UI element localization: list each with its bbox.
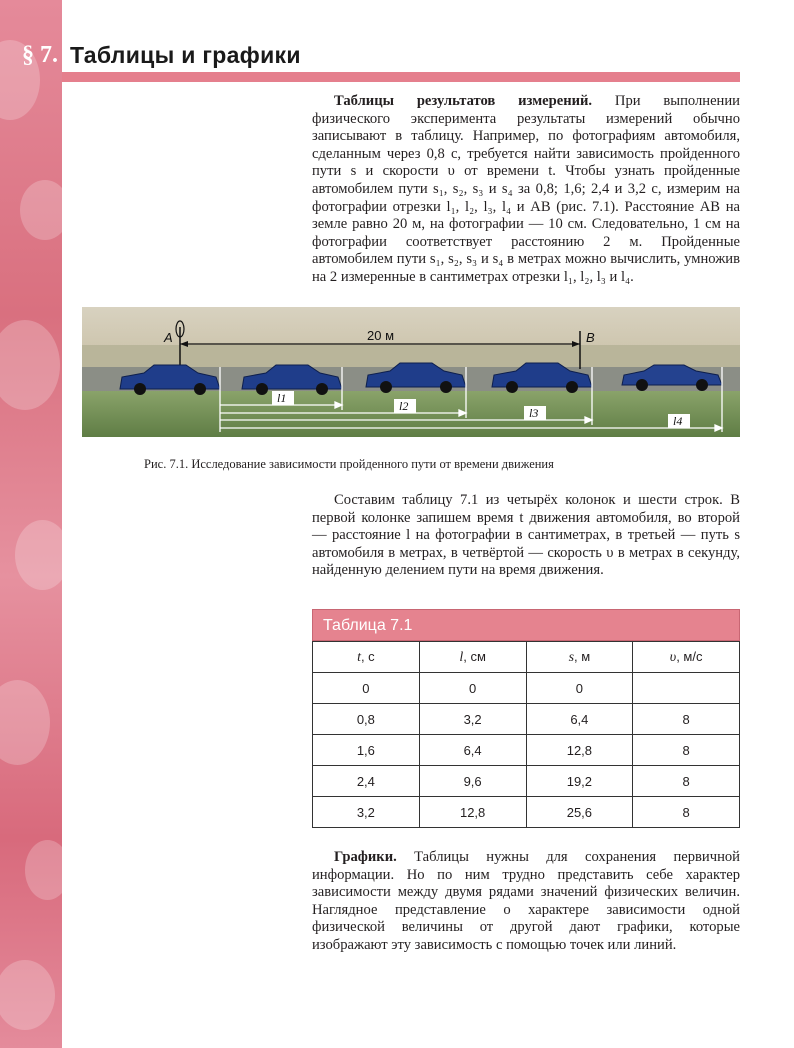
- paragraph-graphs: [312, 849, 740, 955]
- table-7-1: [312, 609, 740, 828]
- table-cell: 0: [313, 673, 420, 704]
- paragraph3-lead: Графики.: [334, 849, 397, 865]
- table-cell: 0,8: [313, 704, 420, 735]
- table-cell: 0: [419, 673, 526, 704]
- distance-label: 20 м: [367, 328, 395, 343]
- decorative-side-strip: [0, 0, 62, 1048]
- table-cell: 3,2: [313, 797, 420, 828]
- table-cell: 6,4: [526, 704, 633, 735]
- table-cell: 12,8: [526, 735, 633, 766]
- label-b: B: [586, 330, 595, 345]
- section-number: § 7.: [22, 42, 58, 68]
- table-row: [313, 797, 740, 828]
- table-cell: 8: [633, 735, 740, 766]
- table-header-row: [313, 642, 740, 673]
- table-cell: 12,8: [419, 797, 526, 828]
- figure-car-photo: [82, 307, 740, 437]
- table-row: [313, 673, 740, 704]
- results-table: [312, 641, 740, 828]
- paragraph3-text: Таблицы нужны для сохранения первичной информации. Но по ним трудно представить себе характер зависимости между двумя рядами значений физических величин. Наглядное представление о характере зависимости одной физической величины от другой дают графики, которые изображают эту зависимость с помощью точек или линий.: [312, 849, 740, 953]
- table-cell: 3,2: [419, 704, 526, 735]
- figure-caption: Рис. 7.1. Исследование зависимости пройденного пути от времени движения: [144, 457, 554, 471]
- table-cell: 1,6: [313, 735, 420, 766]
- header-underline-bar: [62, 72, 740, 82]
- table-title: Таблица 7.1: [312, 609, 740, 641]
- table-cell: 25,6: [526, 797, 633, 828]
- table-cell: [633, 673, 740, 704]
- segment-label-4: l4: [673, 414, 683, 428]
- table-cell: 2,4: [313, 766, 420, 797]
- column-header-length: l, см: [419, 642, 526, 673]
- paragraph-compose-table: [312, 492, 740, 580]
- table-cell: 8: [633, 766, 740, 797]
- table-cell: 0: [526, 673, 633, 704]
- table-cell: 19,2: [526, 766, 633, 797]
- segment-label-1: l1: [277, 391, 287, 405]
- table-row: [313, 735, 740, 766]
- paragraph1-text: При выполнении физического эксперимента результаты измерений обычно записывают в таблицу. Например, по фотографиям автомобиля, сделанным через 0,8 с, требуется найти зависимость пройденного пути s и скорости υ от времени t. Чтобы узнать пройденные автомобилем пути s₁, s₂, s₃ и s₄ за 0,8; 1,6; 2,4 и 3,2 с, измерим на фотографии отрезки l₁, l₂, l₃, l₄ и AB (рис. 7.1). Расстояние AB на земле равно 20 м, на фотографии — 10 см. Следовательно, 1 см на фотографии соответствует расстоянию 2 м. Пройденные автомобилем пути s₁, s₂, s₃ и s₄ в метрах можно вычислить, умножив на 2 измеренные в сантиметрах отрезки l₁, l₂, l₃ и l₄.: [312, 93, 740, 285]
- column-header-time: t, с: [313, 642, 420, 673]
- table-row: [313, 766, 740, 797]
- paragraph2-text: Составим таблицу 7.1 из четырёх колонок и шести строк. В первой колонке запишем время t движения автомобиля, во второй — расстояние l на фотографии в сантиметрах, в третьей — путь s автомобиля в метрах, в четвёртой — скорость υ в метрах в секунду, найденную делением пути на время движения.: [312, 492, 740, 579]
- paragraph1-lead: Таблицы результатов измерений.: [334, 93, 593, 109]
- segment-label-2: l2: [399, 399, 409, 413]
- table-cell: 8: [633, 797, 740, 828]
- section-title: Таблицы и графики: [70, 42, 301, 68]
- table-cell: 6,4: [419, 735, 526, 766]
- paragraph-measurement-tables: [312, 93, 740, 287]
- column-header-distance: s, м: [526, 642, 633, 673]
- table-cell: 8: [633, 704, 740, 735]
- column-header-speed: υ, м/с: [633, 642, 740, 673]
- table-cell: 9,6: [419, 766, 526, 797]
- segment-label-3: l3: [529, 406, 539, 420]
- label-a: A: [164, 330, 173, 345]
- table-row: [313, 704, 740, 735]
